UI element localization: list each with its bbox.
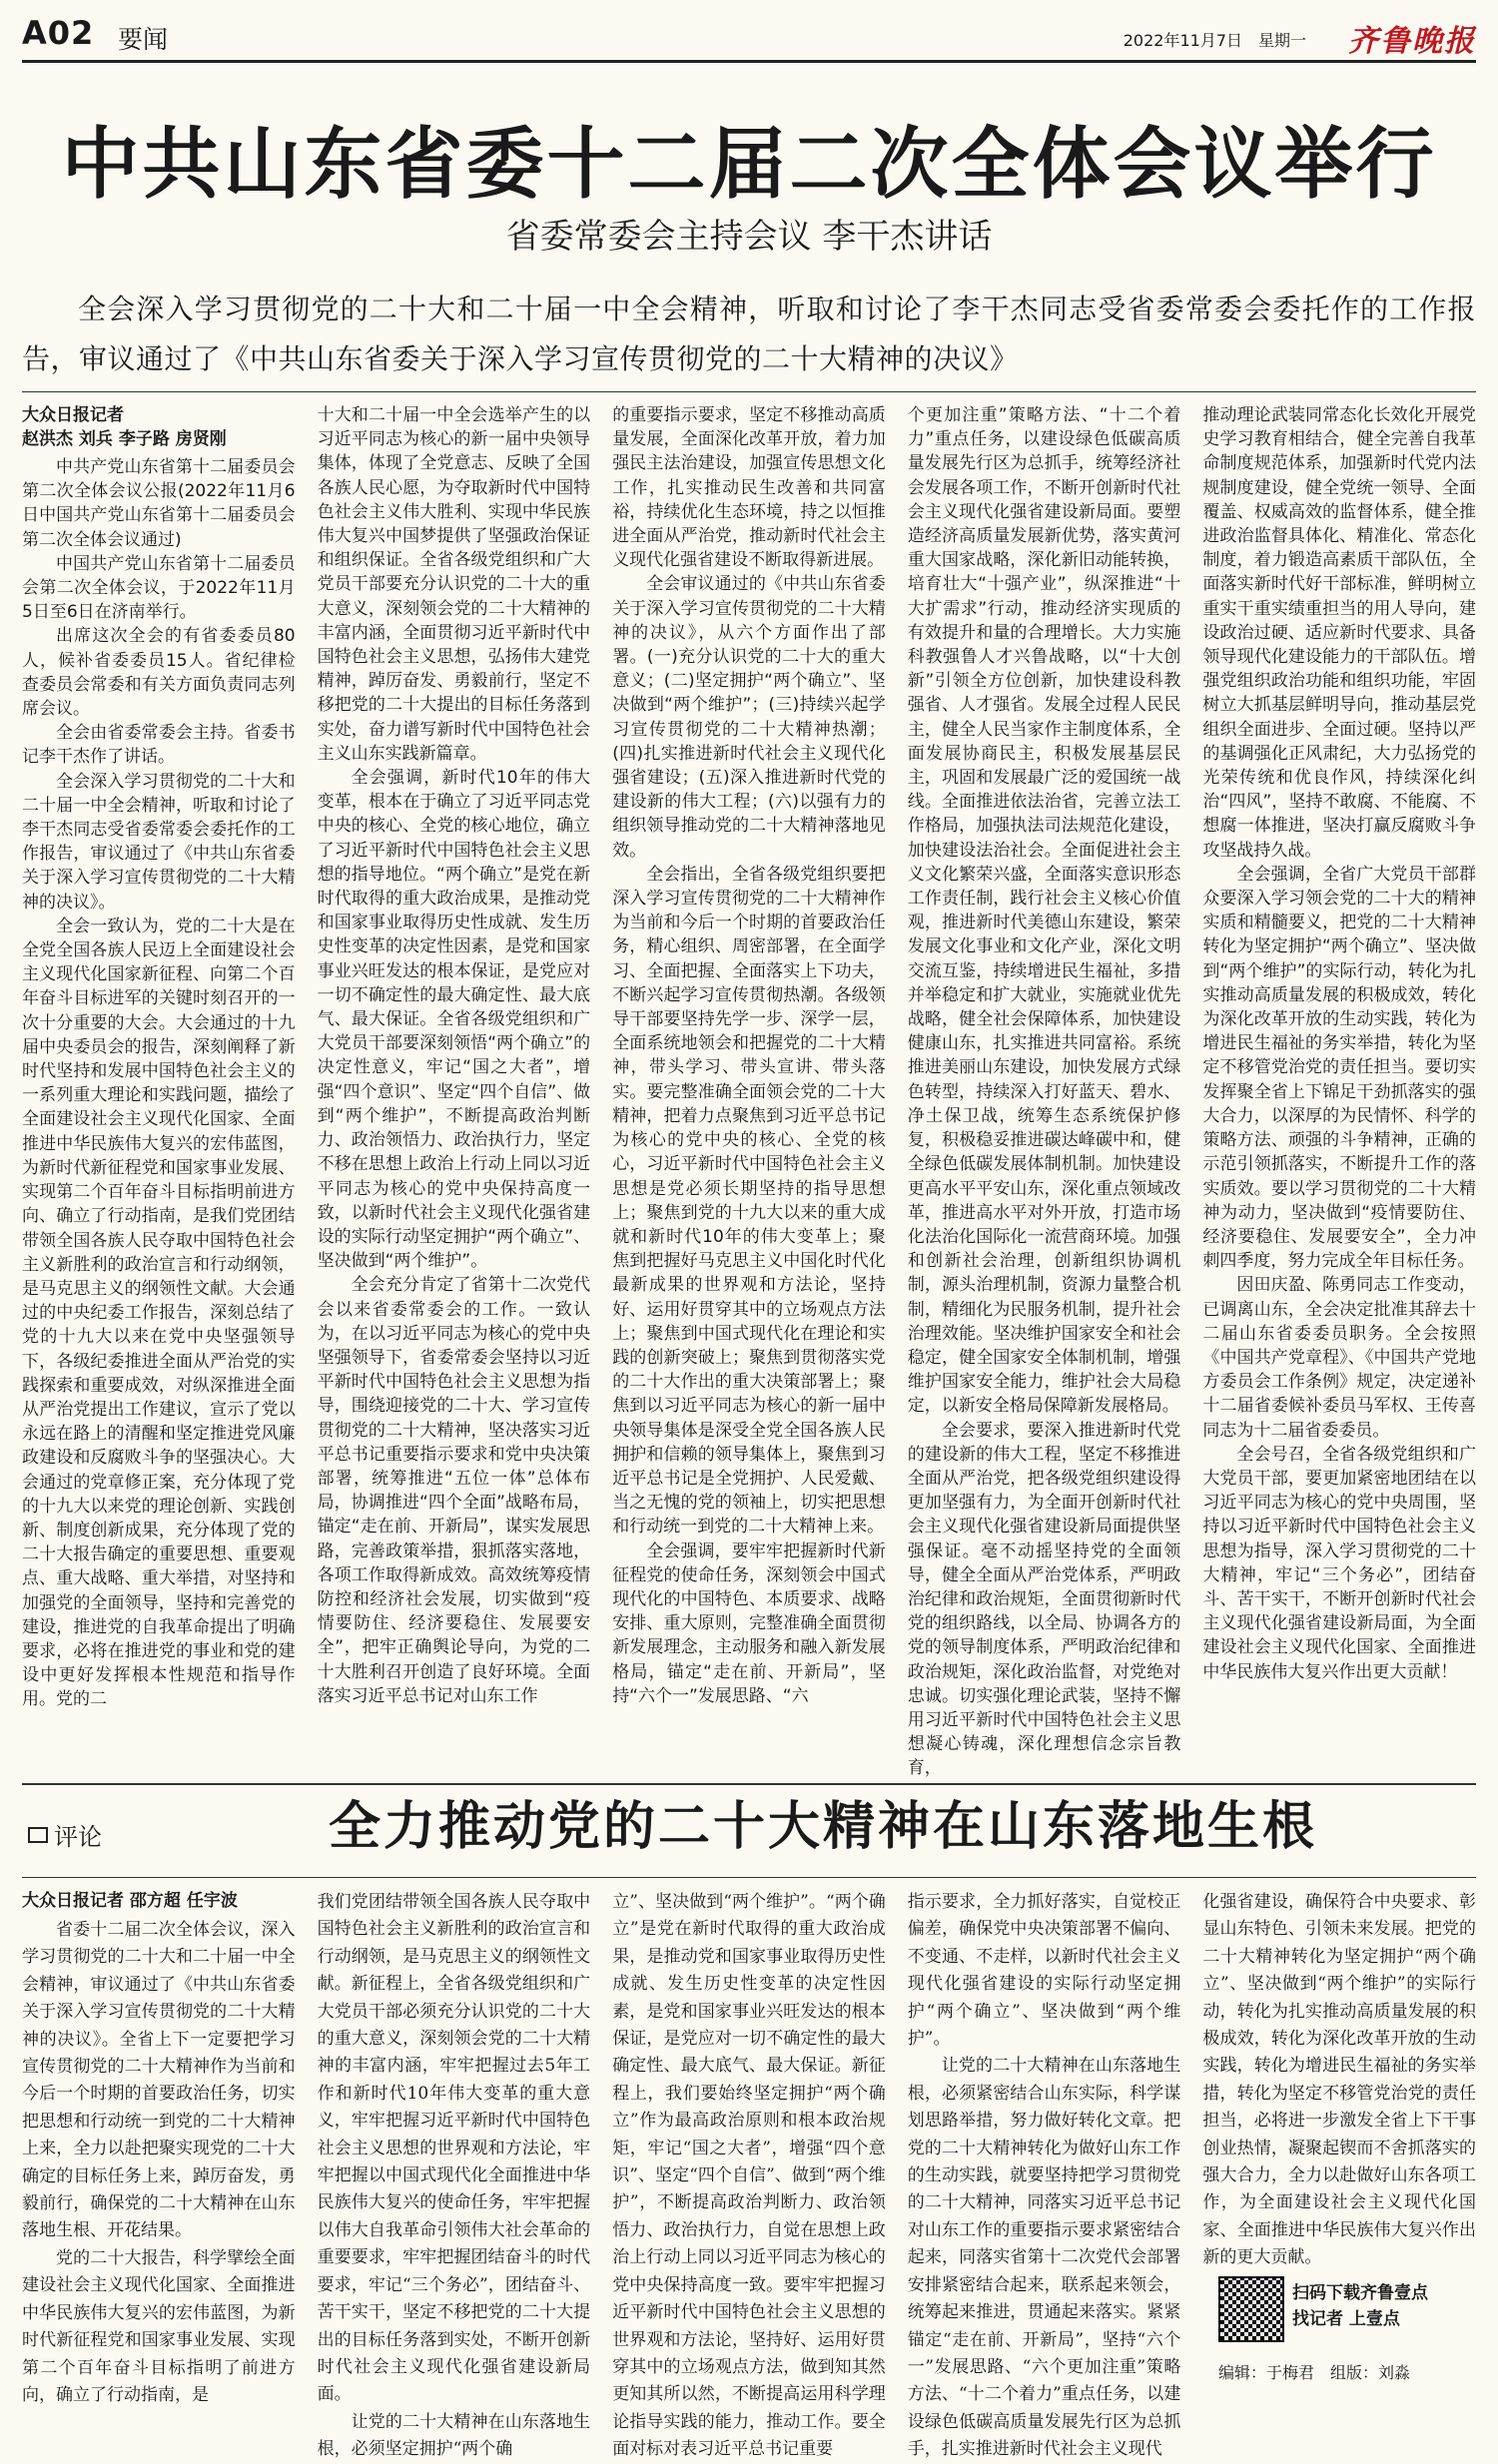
byline-names: 赵洪杰 刘兵 李子路 房贤刚: [22, 429, 227, 449]
paragraph: 全会指出，全省各级党组织要把深入学习宣传贯彻党的二十大精神作为当前和今后一个时期的首要政治任务，精心组织、周密部署，在全面学习、全面把握、全面落实上下功夫，不断兴起学习宣传贯彻热潮。各级领导干部要坚持先学一步、深学一层，全面系统地领会和把握党的二十大精神，带头学习、带头宣讲、带头落实。要完整准确全面领会党的二十大精神，把着力点聚焦到习近平总书记为核心的党中央的核心、全党的核心，习近平新时代中国特色社会主义思想是党必须长期坚持的指导思想上；聚焦到党的十九大以来的重大成就和新时代10年的伟大变革上；聚焦到把握好马克思主义中国化时代化最新成果的世界观和方法论，坚持好、运用好贯穿其中的立场观点方法上；聚焦到中国式现代化在理论和实践的创新突破上；聚焦到贯彻落实党的二十大作出的重大决策部署上；聚焦到以习近平同志为核心的新一届中央领导集体是深受全党全国各族人民拥护和信赖的领导集体上，聚焦到习近平总书记是全党拥护、人民爱戴、当之无愧的党的领袖上，切实把思想和行动统一到党的二十大精神上来。: [612, 864, 886, 1538]
commentary-tag-label: 评论: [54, 1823, 102, 1851]
issue-date: 2022年11月7日 星期一: [1123, 31, 1306, 50]
paragraph: 全会一致认为，党的二十大是在全党全国各族人民迈上全面建设社会主义现代化国家新征程、向第二个百年奋斗目标进军的关键时刻召开的一次十分重要的大会。大会通过的十九届中央委员会的报告，深刻阐释了新时代坚持和发展中国特色社会主义的一系列重大理论和实践问题，描绘了全面建设社会主义现代化国家、全面推进中华民族伟大复兴的宏伟蓝图，为新时代新征程党和国家事业发展、实现第二个百年奋斗目标指明前进方向、确立了行动指南，是我们党团结带领全国各族人民夺取中国特色社会主义新胜利的政治宣言和行动纲领，是马克思主义的纲领性文献。大会通过的中央纪委工作报告，深刻总结了党的十九大以来在党中央坚强领导下，各级纪委推进全面从严治党的实践探索和重要成效，对纵深推进全面从严治党提出工作建议，宣示了党以永远在路上的清醒和坚定推进党风廉政建设和反腐败斗争的坚强决心。大会通过的党章修正案，充分体现了党的十九大以来党的理论创新、实践创新、制度创新成果，充分体现了党的二十大报告确定的重要思想、重要观点、重大战略、重大举措，对坚持和加强党的全面领导，坚持和完善党的建设，推进党的自我革命提出了明确要求，必将在推进党的事业和党的建设中更好发挥根本性规范和指导作用。党的二: [22, 916, 296, 1710]
commentary-column-1: [22, 1889, 296, 2464]
paragraph: 让党的二十大精神在山东落地生根，必须紧密结合山东实际，科学谋划思路举措，努力做好转化文章。把党的二十大精神转化为做好山东工作的生动实践，就要坚持把学习贯彻党的二十大精神，同落实习近平总书记对山东工作的重要指示要求紧密结合起来，同落实省第十二次党代会部署安排紧密结合起来，联系起来领会，统筹起来推进，贯通起来落实。紧紧锚定“走在前、开新局”，坚持“六个一”发展思路、“六个更加注重”策略方法、“十二个着力”重点任务，以建设绿色低碳高质量发展先行区为总抓手，扎实推进新时代社会主义现代: [907, 2056, 1181, 2460]
section-name: 要闻: [118, 25, 169, 54]
commentary-title: 全力推动党的二十大精神在山东落地生根: [328, 1796, 1317, 1857]
lede: 全会深入学习贯彻党的二十大和二十届一中全会精神，听取和讨论了李干杰同志受省委常委会委托作的工作报告，审议通过了《中共山东省委关于深入学习宣传贯彻党的二十大精神的决议》: [22, 293, 1476, 375]
paragraph: 全会深入学习贯彻党的二十大和二十届一中全会精神，听取和讨论了李干杰同志受省委常委会委托作的工作报告，审议通过了《中共山东省委关于深入学习宣传贯彻党的二十大精神的决议》。: [22, 771, 296, 913]
paragraph: 中共产党山东省第十二届委员会第二次全体会议公报(2022年11月6日中国共产党山东省第十二届委员会第二次全体会议通过): [22, 457, 296, 550]
paragraph: 因田庆盈、陈勇同志工作变动，已调离山东，全会决定批准其辞去十二届山东省委委员职务。全会按照《中国共产党章程》、《中国共产党地方委员会工作条例》规定，决定递补十二届省委候补委员马军权、王传喜同志为十二届省委委员。: [1202, 1275, 1476, 1441]
commentary-column-2: [318, 1889, 591, 2464]
article-column-4: [908, 403, 1181, 1781]
paragraph: 个更加注重”策略方法、“十二个着力”重点任务，以建设绿色低碳高质量发展先行区为总抓手，统筹经济社会发展各项工作，不断开创新时代社会主义现代化强省建设新局面。要塑造经济高质量发展新优势，落实黄河重大国家战略，深化新旧动能转换，培育壮大“十强产业”，纵深推进“十大扩需求”行动，推动经济实现质的有效提升和量的合理增长。大力实施科教强鲁人才兴鲁战略，以“十大创新”引领全方位创新，加快建设科教强省、人才强省。发展全过程人民民主，健全人民当家作主制度体系，全面发展协商民主，积极发展基层民主，巩固和发展最广泛的爱国统一战线。全面推进依法治省，完善立法工作格局，加强执法司法规范化建设，加快建设法治社会。全面促进社会主义文化繁荣兴盛，全面落实意识形态工作责任制，践行社会主义核心价值观，推进新时代美德山东建设，繁荣发展文化事业和文化产业，深化文明交流互鉴，持续增进民生福祉，多措并举稳定和扩大就业，实施就业优先战略，健全社会保障体系，加快建设健康山东，扎实推进共同富裕。系统推进美丽山东建设，加快发展方式绿色转型，持续深入打好蓝天、碧水、净土保卫战，统筹生态系统保护修复，积极稳妥推进碳达峰碳中和，健全绿色低碳发展体制机制。加快建设更高水平平安山东，深化重点领域改革，推进高水平对外开放，打造市场化法治化国际化一流营商环境。加强和创新社会治理，创新组织协调机制，源头治理机制，资源力量整合机制，精细化为民服务机制，提升社会治理效能。坚决维护国家安全和社会稳定，健全国家安全体制机制，增强维护国家安全能力，维护社会大局稳定，以新安全格局保障新发展格局。: [907, 405, 1181, 1417]
qr-code[interactable]: [1218, 2276, 1284, 2342]
paragraph: 让党的二十大精神在山东落地生根，必须坚定拥护“两个确: [317, 2411, 591, 2460]
paragraph: 全会号召，全省各级党组织和广大党员干部，要更加紧密地团结在以习近平同志为核心的党中央周围，坚持以习近平新时代中国特色社会主义思想为指导，深入学习贯彻党的二十大精神，牢记“三个务必”，团结奋斗、苦干实干，不断开创新时代社会主义现代化强省建设新局面，为全面建设社会主义现代化国家、全面推进中华民族伟大复兴作出更大贡献！: [1202, 1444, 1476, 1682]
comment-icon: [28, 1827, 48, 1843]
commentary-column-5: [1202, 1889, 1476, 2268]
subhead: 省委常委会主持会议 李干杰讲话: [505, 217, 993, 257]
paragraph: 全会充分肯定了省第十二次党代会以来省委常委会的工作。一致认为，在以习近平同志为核心的党中央坚强领导下，省委常委会坚持以习近平新时代中国特色社会主义思想为指导，围绕迎接党的二十大、学习宣传贯彻党的二十大精神，坚决落实习近平总书记重要指示要求和党中央决策部署，统筹推进“五位一体”总体布局，协调推进“四个全面”战略布局，锚定“走在前、开新局”，谋实发展思路，完善政策举措，狠抓落实落地，各项工作取得新成效。高效统筹疫情防控和经济社会发展，切实做到“疫情要防住、经济要稳住、发展要安全”，把牢正确舆论导向，为党的二十大胜利召开创造了良好环境。全面落实习近平总书记对山东工作: [317, 1275, 591, 1706]
article-body: [22, 403, 1476, 1779]
commentary-byline: 大众日报记者 邵方超 任宇波: [22, 1891, 238, 1911]
commentary-column-3: [612, 1889, 886, 2464]
paragraph: 指示要求，全力抓好落实，自觉校正偏差，确保党中央决策部署不偏向、不变通、不走样，以新时代社会主义现代化强省建设的实际行动坚定拥护“两个确立”、坚决做到“两个维护”。: [907, 1892, 1181, 2050]
paragraph: 中国共产党山东省第十二届委员会第二次全体会议，于2022年11月5日至6日在济南举行。: [22, 553, 296, 623]
paragraph: 全会强调，全省广大党员干部群众要深入学习领会党的二十大的精神实质和精髓要义，把党的二十大精神转化为坚定拥护“两个确立”、坚决做到“两个维护”的实际行动，转化为扎实推动高质量发展的积极成效，转化为深化改革开放的生动实践，转化为增进民生福祉的务实举措，转化为坚定不移管党治党的责任担当。要切实发挥聚全省上下锦足干劲抓落实的强大合力，以深厚的为民情怀、科学的策略方法、顽强的斗争精神，正确的示范引领抓落实，不断提升工作的落实质效。要以学习贯彻党的二十大精神为动力，坚决做到“疫情要防住、经济要稳住、发展要安全”，全力冲刺四季度，努力完成全年目标任务。: [1202, 864, 1476, 1272]
qr-caption: [1292, 2280, 1476, 2332]
paragraph: 推动理论武装同常态化长效化开展党史学习教育相结合，健全完善自我革命制度规范体系，加强新时代党内法规制度建设，健全党统一领导、全面覆盖、权威高效的监督体系，健全推进政治监督具体化、精准化、常态化制度，着力锻造高素质干部队伍，全面落实新时代好干部标准，鲜明树立重实干重实绩重担当的用人导向，建设政治过硬、适应新时代要求、具备领导现代化建设能力的干部队伍。增强党组织政治功能和组织功能，牢固树立大抓基层鲜明导向，推动基层党组织全面进步、全面过硬。坚持以严的基调强化正风肃纪，大力弘扬党的光荣传统和优良作风，持续深化纠治“四风”，坚持不敢腐、不能腐、不想腐一体推进，坚决打赢反腐败斗争攻坚战持久战。: [1202, 405, 1476, 861]
divider: [22, 1783, 1476, 1785]
commentary-column-4: [908, 1889, 1181, 2464]
paragraph: 的重要指示要求，坚定不移推动高质量发展，全面深化改革开放，着力加强民主法治建设，加强宣传思想文化工作，扎实推动民生改善和共同富裕，持续优化生态环境，持之以恒推进全面从严治党，推动新时代社会主义现代化强省建设不断取得新进展。: [612, 405, 886, 571]
paragraph: 立”、坚决做到“两个维护”。“两个确立”是党在新时代取得的重大政治成果，是推动党和国家事业取得历史性成就、发生历史性变革的决定性因素，是党和国家事业兴旺发达的根本保证，是党应对一切不确定性的最大确定性、最大底气、最大保证。新征程上，我们要始终坚定拥护“两个确立”作为最高政治原则和根本政治规矩，牢记“国之大者”，增强“四个意识”、坚定“四个自信”、做到“两个维护”，不断提高政治判断力、政治领悟力、政治执行力，自觉在思想上政治上行动上同以习近平同志为核心的党中央保持高度一致。要牢牢把握习近平新时代中国特色社会主义思想的世界观和方法论，坚持好、运用好贯穿其中的立场观点方法，做到知其然更知其所以然，不断提高运用科学理论指导实践的能力，推动工作。要全面对标对表习近平总书记重要: [612, 1892, 886, 2460]
paragraph: 全会强调，要牢牢把握新时代新征程党的使命任务，深刻领会中国式现代化的中国特色、本质要求、战略安排、重大原则，完整准确全面贯彻新发展理念，主动服务和融入新发展格局，锚定“走在前、开新局”，坚持“六个一”发展思路、“六: [612, 1540, 886, 1706]
paragraph: 全会审议通过的《中共山东省委关于深入学习宣传贯彻党的二十大精神的决议》，从六个方面作出了部署。(一)充分认识党的二十大的重大意义；(二)坚定拥护“两个确立”、坚决做到“两个维护”；(三)持续兴起学习宣传贯彻党的二十大精神热潮；(四)扎实推进新时代社会主义现代化强省建设；(五)深入推进新时代党的建设新的伟大工程；(六)以强有力的组织领导推动党的二十大精神落地见效。: [612, 574, 886, 861]
editor-credits: 编辑：于梅君 组版：刘淼: [1218, 2363, 1411, 2382]
paragraph: 全会强调，新时代10年的伟大变革，根本在于确立了习近平同志党中央的核心、全党的核心地位，确立了习近平新时代中国特色社会主义思想的指导地位。“两个确立”是党在新时代取得的重大政治成果，是推动党和国家事业取得历史性成就、发生历史性变革的决定性因素，是党和国家事业兴旺发达的根本保证，是党应对一切不确定性的最大确定性、最大底气、最大保证。全省各级党组织和广大党员干部要深刻领悟“两个确立”的决定性意义，牢记“国之大者”，增强“四个意识”、坚定“四个自信”、做到“两个维护”，不断提高政治判断力、政治领悟力、政治执行力，坚定不移在思想上政治上行动上同以习近平同志为核心的党中央保持高度一致，以新时代社会主义现代化强省建设的实际行动坚定拥护“两个确立”、坚决做到“两个维护”。: [317, 768, 591, 1272]
article-column-5: [1202, 403, 1476, 1781]
paragraph: 全会要求，要深入推进新时代党的建设新的伟大工程，坚定不移推进全面从严治党，把各级党组织建设得更加坚强有力，为全面开创新时代社会主义现代化强省建设新局面提供坚强保证。毫不动摇坚持党的全面领导，健全全面从严治党体系，严明政治纪律和政治规矩，全面贯彻新时代党的组织路线，以全局、协调各方的党的领导制度体系，严明政治纪律和政治规矩，深化政治监督，对党绝对忠诚。切实强化理论武装，坚持不懈用习近平新时代中国特色社会主义思想凝心铸魂，深化理想信念宗旨教育，: [907, 1420, 1181, 1779]
masthead: [22, 14, 1476, 63]
divider: [22, 1877, 1476, 1878]
byline-label: 大众日报记者: [22, 405, 124, 425]
paper-logo: 齐鲁晚报: [1348, 24, 1476, 59]
article-column-1: [22, 403, 296, 1781]
paragraph: 十大和二十届一中全会选举产生的以习近平同志为核心的新一届中央领导集体，体现了全党意志、反映了全国各族人民心愿，为夺取新时代中国特色社会主义伟大胜利、实现中华民族伟大复兴中国梦提供了坚强政治保证和组织保证。全省各级党组织和广大党员干部要充分认识党的二十大的重大意义，深刻领会党的二十大精神的丰富内涵，全面贯彻习近平新时代中国特色社会主义思想，弘扬伟大建党精神，踔厉奋发、勇毅前行，坚定不移把党的二十大提出的目标任务落到实处，奋力谱写新时代中国特色社会主义山东实践新篇章。: [317, 405, 591, 764]
commentary-tag: [28, 1817, 102, 1852]
divider: [22, 391, 1476, 392]
paragraph: 化强省建设，确保符合中央要求、彰显山东特色、引领未来发展。把党的二十大精神转化为坚定拥护“两个确立”、坚决做到“两个维护”的实际行动，转化为扎实推动高质量发展的积极成效，转化为深化改革开放的生动实践，转化为增进民生福祉的务实举措，转化为坚定不移管党治党的责任担当，必将进一步激发全省上下干事创业热情，凝聚起锲而不舍抓落实的强大合力，全力以赴做好山东各项工作，为全面建设社会主义现代化国家、全面推进中华民族伟大复兴作出新的更大贡献。: [1202, 1892, 1476, 2268]
page-number: A02: [22, 14, 95, 52]
article-column-3: [612, 403, 886, 1781]
headline: 中共山东省委十二届二次全体会议举行: [61, 119, 1437, 210]
qr-caption-line1: 扫码下载齐鲁壹点: [1292, 2283, 1428, 2303]
paragraph: 全会由省委常委会主持。省委书记李干杰作了讲话。: [22, 723, 296, 768]
paragraph: 我们党团结带领全国各族人民夺取中国特色社会主义新胜利的政治宣言和行动纲领，是马克思主义的纲领性文献。新征程上，全省各级党组织和广大党员干部必须充分认识党的二十大的重大意义，深刻领会党的二十大精神的丰富内涵，牢牢把握过去5年工作和新时代10年伟大变革的重大意义，牢牢把握习近平新时代中国特色社会主义思想的世界观和方法论，牢牢把握以中国式现代化全面推进中华民族伟大复兴的使命任务，牢牢把握以伟大自我革命引领伟大社会革命的重要要求，牢牢把握团结奋斗的时代要求，牢记“三个务必”，团结奋斗、苦干实干，坚定不移把党的二十大提出的目标任务落到实处，不断开创新时代社会主义现代化强省建设新局面。: [317, 1892, 591, 2405]
qr-caption-line2: 找记者 上壹点: [1292, 2309, 1400, 2329]
paragraph: 党的二十大报告，科学擘绘全面建设社会主义现代化国家、全面推进中华民族伟大复兴的宏伟蓝图，为新时代新征程党和国家事业发展、实现第二个百年奋斗目标指明了前进方向，确立了行动指南，是: [22, 2247, 296, 2405]
paragraph: 出席这次全会的有省委委员80人，候补省委委员15人。省纪律检查委员会常委和有关方面负责同志列席会议。: [22, 626, 296, 720]
paragraph: 省委十二届二次全体会议，深入学习贯彻党的二十大和二十届一中全会精神，审议通过了《中共山东省委关于深入学习宣传贯彻党的二十大精神的决议》。全省上下一定要把学习宣传贯彻党的二十大精神作为当前和今后一个时期的首要政治任务，切实把思想和行动统一到党的二十大精神上来，全力以赴把聚实现党的二十大确定的目标任务上来，踔厉奋发，勇毅前行，确保党的二十大精神在山东落地生根、开花结果。: [22, 1920, 296, 2241]
article-column-2: [318, 403, 591, 1781]
byline: [22, 403, 296, 451]
